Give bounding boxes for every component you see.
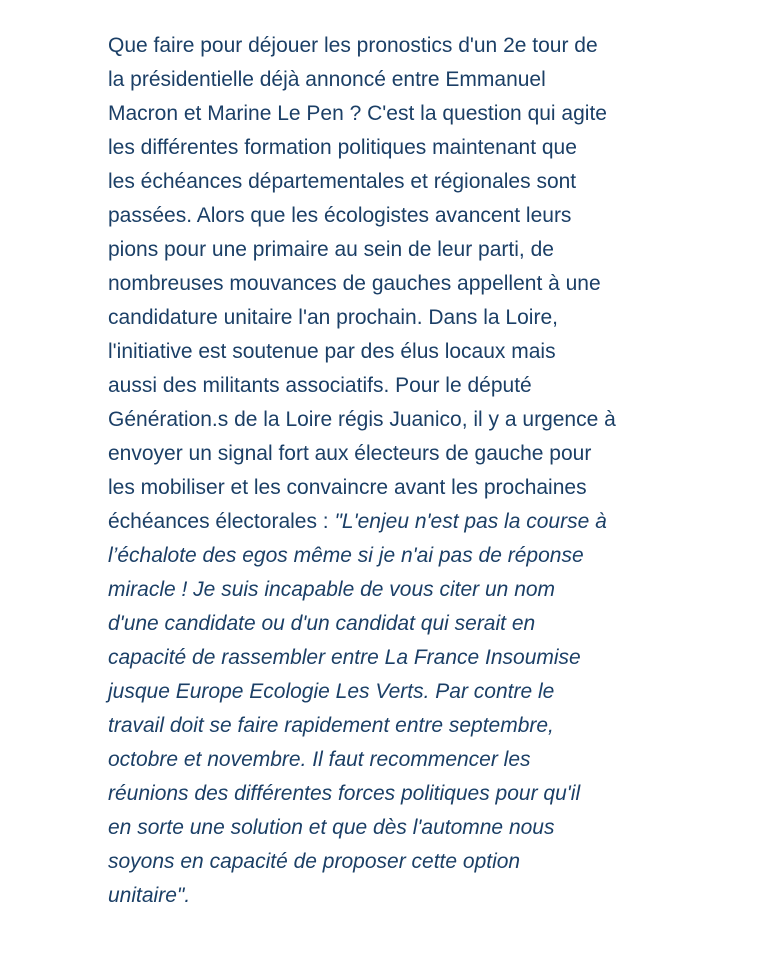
quote-line: capacité de rassembler entre La France Insoumise xyxy=(108,646,581,669)
text-line: les mobiliser et les convaincre avant les prochaines xyxy=(108,476,587,499)
quote-line: l’échalote des egos même si je n'ai pas de réponse xyxy=(108,544,584,567)
quote-line: d'une candidate ou d'un candidat qui serait en xyxy=(108,612,536,635)
quote-line: travail doit se faire rapidement entre septembre, xyxy=(108,714,554,737)
text-line: Génération.s de la Loire régis Juanico, il y a urgence à xyxy=(108,408,616,431)
text-line: aussi des militants associatifs. Pour le député xyxy=(108,374,532,397)
quote-line: réunions des différentes forces politiques pour qu'il xyxy=(108,782,581,805)
text-line: les échéances départementales et régionales sont xyxy=(108,170,577,193)
quote-line: soyons en capacité de proposer cette option xyxy=(108,850,521,873)
quote-line: miracle ! Je suis incapable de vous citer un nom xyxy=(108,578,556,601)
quote-line: en sorte une solution et que dès l'automne nous xyxy=(108,816,555,839)
text-line: pions pour une primaire au sein de leur parti, de xyxy=(108,238,554,261)
text-line: les différentes formation politiques maintenant que xyxy=(108,136,577,159)
quote-line: jusque Europe Ecologie Les Verts. Par contre le xyxy=(108,680,555,703)
text-line: nombreuses mouvances de gauches appellent à une xyxy=(108,272,601,295)
text-line: envoyer un signal fort aux électeurs de gauche pour xyxy=(108,442,592,465)
text-line: Macron et Marine Le Pen ? C'est la question qui agite xyxy=(108,102,607,125)
text-line: passées. Alors que les écologistes avancent leurs xyxy=(108,204,572,227)
quote-opening: "L'enjeu n'est pas la course à xyxy=(334,510,607,533)
text-line: la présidentielle déjà annoncé entre Emmanuel xyxy=(108,68,546,91)
article-body xyxy=(108,29,648,913)
transition-plain-text: échéances électorales : xyxy=(108,510,335,533)
text-line: Que faire pour déjouer les pronostics d'un 2e tour de xyxy=(108,34,598,57)
transition-line xyxy=(108,505,648,539)
text-line: candidature unitaire l'an prochain. Dans la Loire, xyxy=(108,306,558,329)
quote-line: unitaire". xyxy=(108,884,191,907)
quote-line: octobre et novembre. Il faut recommencer les xyxy=(108,748,531,771)
text-line: l'initiative est soutenue par des élus locaux mais xyxy=(108,340,556,363)
